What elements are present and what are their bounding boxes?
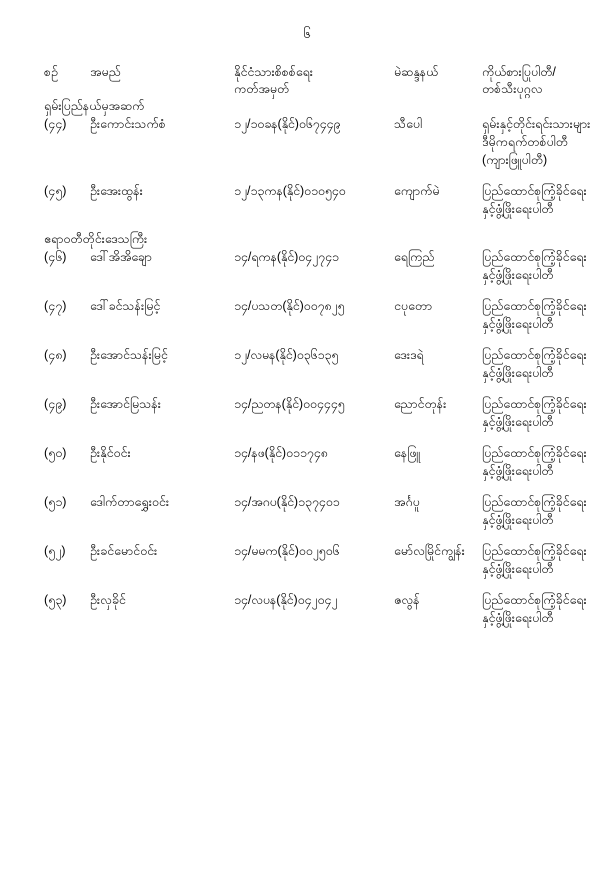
row-party: ပြည်ထောင်စုကြံ့ခိုင်ရေး နှင့်ဖွံ့ဖြိုးရေးပါတီ: [482, 299, 587, 331]
row-name: ဒေါ်ခင်သန်းမြင့်: [90, 299, 161, 313]
column-header-name: အမည်: [90, 65, 121, 79]
row-constituency: ဒေးဒရဲ: [394, 348, 424, 362]
table-header: [44, 64, 614, 98]
table-body: [44, 98, 614, 640]
row-nrc: ၁၄/ညတန(နိုင်)၀၀၄၄၄၅: [234, 397, 345, 411]
row-number: (၄၉): [44, 397, 67, 411]
row-number: (၄၈): [44, 348, 67, 362]
row-name: ဒေါ်အိအိချော: [90, 250, 152, 264]
row-constituency: သီပေါ: [394, 117, 423, 131]
row-name: ဦးလှခိုင်: [90, 593, 126, 607]
table-row: [44, 346, 614, 395]
row-party: ပြည်ထောင်စုကြံ့ခိုင်ရေး နှင့်ဖွံ့ဖြိုးရေးပါတီ: [482, 397, 587, 429]
column-header-no: စဉ်: [44, 65, 58, 79]
row-party: ပြည်ထောင်စုကြံ့ခိုင်ရေး နှင့်ဖွံ့ဖြိုးရေးပါတီ: [482, 544, 587, 576]
row-number: (၄၅): [44, 184, 67, 198]
row-nrc: ၁၂/၁၀ခန(နိုင်)၀၆၇၄၄၉: [234, 117, 341, 131]
row-number: (၅၁): [44, 495, 67, 509]
row-nrc: ၁၂/၁၃ကန(နိုင်)၀၁၀၅၄၀: [234, 184, 346, 198]
row-constituency: ငပုတော: [394, 299, 433, 313]
table-row: [44, 182, 614, 231]
row-party: ပြည်ထောင်စုကြံ့ခိုင်ရေး နှင့်ဖွံ့ဖြိုးရေးပါတီ: [482, 250, 587, 282]
table-row: [44, 297, 614, 346]
row-constituency: မော်လမြိုင်ကျွန်း: [394, 544, 465, 558]
row-name: ဦးအောင်သန်းမြင့်: [90, 348, 168, 362]
row-name: ဦးနိုင်ဝင်း: [90, 446, 131, 460]
column-header-party: ကိုယ်စားပြုပါတီ/ တစ်သီးပုဂ္ဂလ: [482, 65, 556, 96]
table-row: [44, 542, 614, 591]
row-number: (၅၀): [44, 446, 67, 460]
row-nrc: ၁၄/ရကန(နိုင်)၀၄၂၇၄၁: [234, 250, 339, 264]
row-party: ရှမ်းနှင့်တိုင်းရင်းသားများ ဒီမိုကရက်တစ်ပါတီ (ကျားဖြူပါတီ): [482, 117, 591, 167]
row-number: (၄၆): [44, 250, 67, 264]
row-nrc: ၁၄/မမက(နိုင်)၀၀၂၅၀၆: [234, 544, 340, 558]
table-row: [44, 115, 614, 182]
row-nrc: ၁၄/ပသတ(နိုင်)၀၀၇၈၂၅: [234, 299, 345, 313]
row-name: ဦးကောင်းသက်စံ: [90, 117, 166, 131]
row-name: ဦးခင်မောင်ဝင်း: [90, 544, 158, 558]
row-number: (၅၂): [44, 544, 66, 558]
row-number: (၄၄): [44, 117, 67, 131]
page-number: ၆: [303, 26, 311, 41]
section-heading-row: [44, 98, 614, 115]
row-party: ပြည်ထောင်စုကြံ့ခိုင်ရေး နှင့်ဖွံ့ဖြိုးရေးပါတီ: [482, 593, 587, 625]
row-number: (၄၇): [44, 299, 67, 313]
row-nrc: ၁၂/လမန(နိုင်)၀၃၆၁၃၅: [234, 348, 339, 362]
column-header-nrc: နိုင်ငံသားစိစစ်ရေး ကတ်အမှတ်: [234, 65, 313, 96]
table-row: [44, 395, 614, 444]
row-constituency: ညောင်တုန်း: [394, 397, 447, 411]
row-constituency: ဇလွန်: [394, 593, 420, 607]
row-party: ပြည်ထောင်စုကြံ့ခိုင်ရေး နှင့်ဖွံ့ဖြိုးရေးပါတီ: [482, 495, 587, 527]
column-header-constituency: မဲဆန္ဒနယ်: [394, 65, 439, 79]
section-title: ရှမ်းပြည်နယ်မှအဆက်: [44, 99, 145, 113]
table-row: [44, 493, 614, 542]
row-number: (၅၃): [44, 593, 67, 607]
row-nrc: ၁၄/နဖ(နိုင်)၀၁၁၇၄၈: [234, 446, 328, 460]
row-constituency: နေဖြူ: [394, 446, 421, 460]
table-row: [44, 591, 614, 640]
row-party: ပြည်ထောင်စုကြံ့ခိုင်ရေး နှင့်ဖွံ့ဖြိုးရေးပါတီ: [482, 446, 587, 478]
table-row: [44, 444, 614, 493]
row-constituency: ကျောက်မဲ: [394, 184, 440, 198]
row-name: ဒေါက်တာရွှေးဝင်း: [90, 495, 170, 509]
section-heading-row: [44, 231, 614, 248]
row-constituency: ရေကြည်: [394, 250, 435, 264]
row-nrc: ၁၄/အဂပ(နိုင်)၁၃၇၄၀၁: [234, 495, 340, 509]
section-title: ဧရာဝတီတိုင်းဒေသကြီး: [44, 232, 148, 246]
row-nrc: ၁၄/လပန(နိုင်)၀၄၂၀၄၂: [234, 593, 338, 607]
table-row: [44, 248, 614, 297]
row-name: ဦးအေးထွန်း: [90, 184, 143, 198]
row-constituency: အင်္ဂပူ: [394, 495, 420, 509]
row-name: ဦးအောင်မြသန်း: [90, 397, 161, 411]
row-party: ပြည်ထောင်စုကြံ့ခိုင်ရေး နှင့်ဖွံ့ဖြိုးရေးပါတီ: [482, 348, 587, 380]
candidate-listing-table: [44, 64, 614, 640]
table-header-row: [44, 64, 614, 98]
row-party: ပြည်ထောင်စုကြံ့ခိုင်ရေး နှင့်ဖွံ့ဖြိုးရေးပါတီ: [482, 184, 587, 216]
